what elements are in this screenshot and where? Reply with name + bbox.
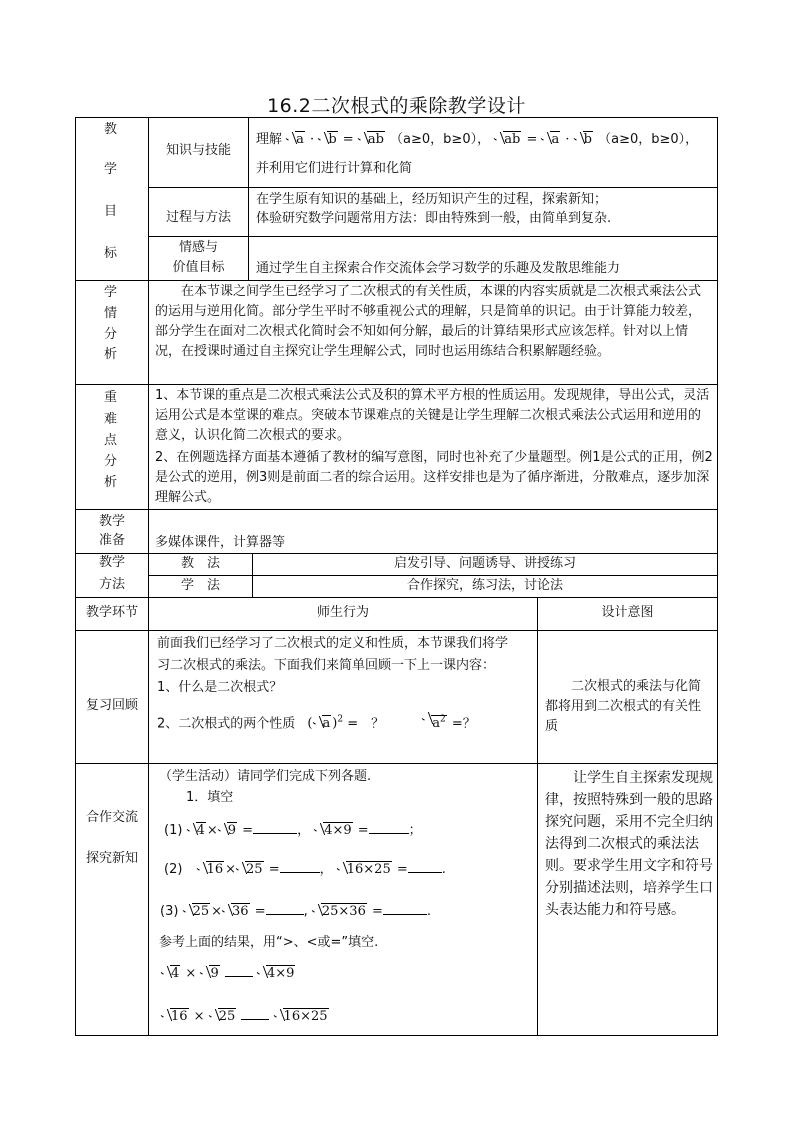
compare-1-right <box>257 966 296 981</box>
table-row-divider <box>75 384 718 385</box>
answer-blank[interactable] <box>369 833 409 834</box>
fill-item-2-number: (2) <box>164 862 183 877</box>
fill-item-1: (1) 4 × 9 = ， 4×9 = ； <box>164 821 422 841</box>
fill-item-3-number: (3) <box>160 904 179 919</box>
fill-item-1-expr-b: 4×9 = <box>314 823 368 838</box>
radical-sign-icon: $a^2$ <box>422 710 448 734</box>
compare-2-right <box>274 1009 330 1024</box>
teach-method-text: 启发引导、问题诱导、讲授练习 <box>393 556 576 571</box>
table-border-bottom <box>75 1035 718 1036</box>
property-root-of-square <box>422 716 448 731</box>
header-stage: 教学环节 <box>85 605 138 620</box>
review-intent: 二次根式的乘法与化简都将用到二次根式的有关性质 <box>545 679 702 734</box>
table-col-divider <box>148 597 149 1036</box>
prep-text: 多媒体课件，计算器等 <box>155 535 286 550</box>
goals-side-char: 标 <box>104 246 118 261</box>
radical-sign-icon: a <box>286 130 306 150</box>
focus-side-char: 点 <box>104 433 118 448</box>
table-col-divider <box>148 117 149 597</box>
compare-item-2 <box>161 1007 330 1027</box>
header-activity: 师生行为 <box>316 605 369 620</box>
review-line2: 习二次根式的乘法。下面我们来简单回顾一下上一课内容： <box>157 658 496 673</box>
review-q2-eq1: = ？ <box>347 716 385 732</box>
fill-item-1-number: (1) <box>164 823 183 838</box>
radical-sign-icon: 16 <box>161 1007 190 1027</box>
knowledge-label: 知识与技能 <box>165 143 231 158</box>
review-q2-text: 2、二次根式的两个性质 <box>157 716 296 732</box>
table-col-divider <box>537 597 538 1036</box>
radical-sign-icon: 4 <box>161 964 181 984</box>
table-border-right <box>717 117 718 1036</box>
compare-1-left: 4 × 9 <box>161 966 221 981</box>
analysis-side-char: 析 <box>104 347 118 362</box>
methods-label-line2: 方法 <box>98 577 125 592</box>
explore-label-line2: 探究新知 <box>85 851 138 866</box>
table-row-divider <box>148 187 718 188</box>
inverse-rule-formula: ab = a · b <box>494 132 594 147</box>
explore-fill-title: 1．填空 <box>186 790 234 805</box>
goals-side-char: 学 <box>104 162 118 177</box>
radical-sign-icon: a <box>313 714 333 734</box>
analysis-text: 在本节课之间学生已经学习了二次根式的有关性质，本课的内容实质就是二次根式乘法公式的运用与逆用化简。部分学生平时不够重视公式的理解，只是简单的识记。由于计算能力较差，部分学生在面对二次根式化简时会不知如何分解，最后的计算结果形式应该怎样。针对以上情况，在授课时通过自主探究让学生理解公式，同时也运用练结合积累解题经验。 <box>155 284 702 359</box>
fill-item-3-expr-b: 25×36 = <box>312 904 383 919</box>
product-rule-formula: a · b = ab <box>286 132 386 147</box>
fill-item-3: (3) 25 × 36 = , 25×36 = . <box>160 902 431 922</box>
emotion-label-line2: 价值目标 <box>172 260 225 275</box>
review-line1: 前面我们已经学习了二次根式的定义和性质，本节课我们将学 <box>157 636 509 651</box>
analysis-side-char: 学 <box>104 285 118 300</box>
knowledge-line2: 并利用它们进行计算和化简 <box>256 161 413 176</box>
process-label: 过程与方法 <box>165 210 231 225</box>
radical-sign-icon: 9 <box>218 821 238 841</box>
learn-method-label: 学 法 <box>180 578 220 593</box>
radical-sign-icon: 16 <box>197 860 226 880</box>
radical-sign-icon: 4 <box>187 821 207 841</box>
radical-sign-icon: b <box>574 130 594 150</box>
table-border-top <box>75 117 718 118</box>
knowledge-condition-2: （a≥0，b≥0）， <box>598 132 699 147</box>
prep-label-line2: 准备 <box>98 533 125 548</box>
focus-side-char: 难 <box>104 412 118 427</box>
methods-label-line1: 教学 <box>98 555 125 570</box>
table-row-divider <box>75 630 718 631</box>
emotion-label-line1: 情感与 <box>178 240 218 255</box>
learn-method-text: 合作探究，练习法，讨论法 <box>406 578 563 593</box>
review-question-2 <box>157 710 476 734</box>
fill-item-2-expr-b: 16×25 = <box>337 862 408 877</box>
goals-side-char: 教 <box>104 122 118 137</box>
review-label: 复习回顾 <box>85 698 138 713</box>
compare-item-1 <box>161 964 296 984</box>
compare-2-left: 16 × 25 <box>161 1009 237 1024</box>
knowledge-formula-line <box>256 130 698 150</box>
table-col-divider <box>248 117 249 280</box>
goals-side-char: 目 <box>104 204 118 219</box>
analysis-side-char: 情 <box>104 306 118 321</box>
process-line1: 在学生原有知识的基础上，经历知识产生的过程，探索新知； <box>256 192 608 207</box>
answer-blank[interactable] <box>280 872 320 873</box>
emotion-text: 通过学生自主探索合作交流体会学习数学的乐趣及发散思维能力 <box>256 261 621 276</box>
focus-side-char: 析 <box>104 475 118 490</box>
explore-intent: 让学生自主探索发现规律，按照特殊到一般的思路探究问题，采用不完全归纳法得到二次根式的乘法法则。要求学生用文字和符号分别描述法则，培养学生口头表达能力和符号感。 <box>545 770 713 918</box>
focus-side-char: 重 <box>104 390 118 405</box>
radical-sign-icon: 25 <box>183 902 212 922</box>
prep-label-line1: 教学 <box>98 514 125 529</box>
table-row-divider <box>148 236 718 237</box>
radical-sign-icon: ab <box>358 130 386 150</box>
answer-blank[interactable] <box>266 914 304 915</box>
knowledge-condition: （a≥0，b≥0）， <box>390 132 491 147</box>
document-title: 16.2二次根式的乘除教学设计 <box>267 95 526 117</box>
radical-sign-icon: 9 <box>200 964 220 984</box>
compare-prompt: 参考上面的结果，用“>、<或=”填空. <box>159 935 379 950</box>
radical-sign-icon: 25 <box>236 860 265 880</box>
review-question-1: 1、什么是二次根式？ <box>157 680 283 695</box>
radical-sign-icon: 16×25 <box>274 1007 330 1027</box>
radical-sign-icon: 4×9 <box>257 964 296 984</box>
radical-sign-icon: 4×9 <box>314 821 353 841</box>
fill-item-3-expr-a: 25 × 36 = <box>183 904 266 919</box>
radical-sign-icon: b <box>318 130 338 150</box>
radical-sign-icon: 16×25 <box>337 860 393 880</box>
answer-blank[interactable] <box>253 833 297 834</box>
property-square-of-root: ( a )$^2$ <box>307 716 343 731</box>
knowledge-prefix: 理解 <box>256 132 283 147</box>
explore-activity: （学生活动）请同学们完成下列各题. <box>159 769 372 784</box>
fill-item-2: (2) 16 × 25 = ， 16×25 = . <box>164 860 446 880</box>
focus-paragraph-1: 1、本节课的重点是二次根式乘法公式及积的算术平方根的性质运用。发现规律，导出公式，灵活运用公式是本堂课的难点。突破本节课难点的关键是让学生理解二次根式乘法公式运用和逆用的意义，认识化简二次根式的要求。 <box>155 388 710 443</box>
explore-label-line1: 合作交流 <box>85 810 138 825</box>
header-intent: 设计意图 <box>601 605 654 620</box>
fill-item-1-expr-a: 4 × 9 = <box>187 823 254 838</box>
table-row-divider <box>75 597 718 598</box>
table-row-divider <box>75 280 718 281</box>
focus-side-char: 分 <box>104 454 118 469</box>
fill-item-2-expr-a: 16 × 25 = <box>197 862 280 877</box>
radical-sign-icon: 36 <box>222 902 251 922</box>
answer-blank[interactable] <box>408 872 442 873</box>
radical-sign-icon: 25 <box>209 1007 238 1027</box>
radical-sign-icon: 25×36 <box>312 902 368 922</box>
focus-paragraph-2: 2、在例题选择方面基本遵循了教材的编写意图，同时也补充了少量题型。例1是公式的正用，例2是公式的逆用，例3则是前面二者的综合运用。这样安排也是为了循序渐进，分散难点，逐步加深理解公式。 <box>155 450 713 505</box>
radical-sign-icon: ab <box>494 130 522 150</box>
teach-method-label: 教 法 <box>180 556 220 571</box>
table-row-divider <box>75 763 718 764</box>
process-line2: 体验研究数学问题常用方法：即由特殊到一般，由简单到复杂. <box>256 211 612 226</box>
compare-blank[interactable] <box>241 1019 269 1020</box>
analysis-side-char: 分 <box>104 327 118 342</box>
radical-sign-icon: a <box>541 130 561 150</box>
compare-blank[interactable] <box>225 976 253 977</box>
answer-blank[interactable] <box>383 914 427 915</box>
review-q2-eq2: =？ <box>451 716 476 732</box>
table-row-divider <box>75 509 718 510</box>
